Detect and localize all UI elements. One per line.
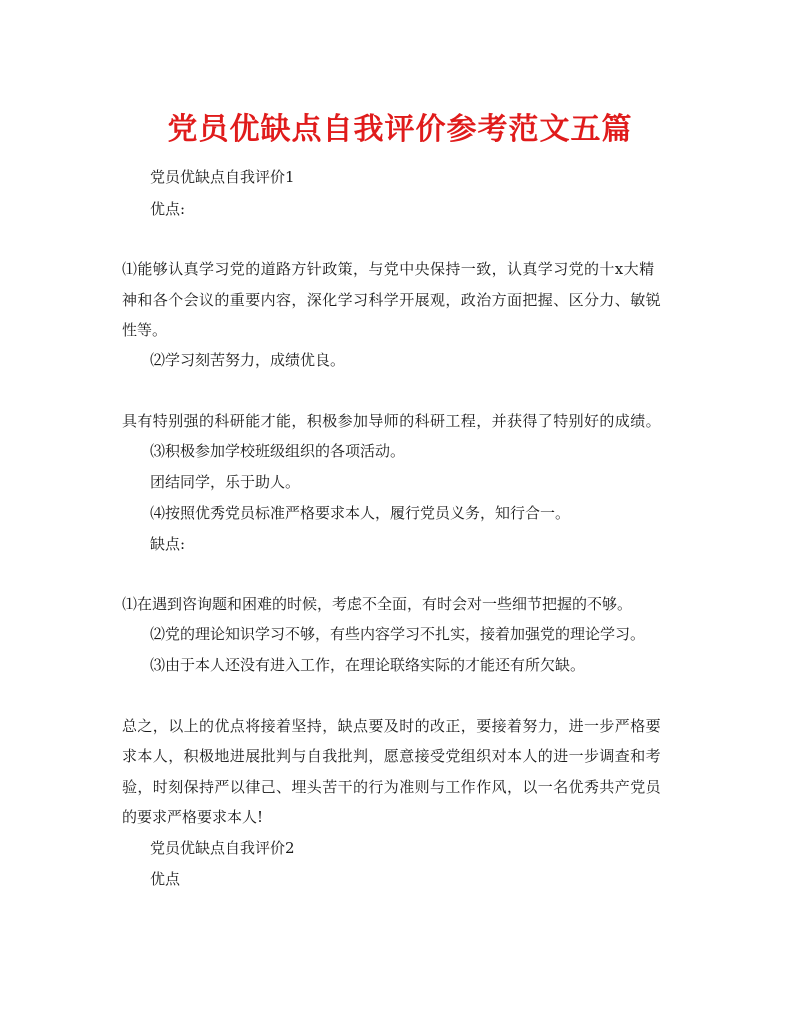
paragraph-line: 求本人，积极地进展批判与自我批判，愿意接受党组织对本人的进一步调查和考 xyxy=(122,747,662,765)
paragraph-line: ⑶由于本人还没有进入工作，在理论联络实际的才能还有所欠缺。 xyxy=(150,656,586,674)
paragraph-line: 神和各个会议的重要内容，深化学习科学开展观，政治方面把握、区分力、敏锐 xyxy=(122,291,662,309)
paragraph-line: 总之，以上的优点将接着坚持，缺点要及时的改正，要接着努力，进一步严格要 xyxy=(122,717,662,735)
document-title: 党员优缺点自我评价参考范文五篇 xyxy=(167,112,633,147)
paragraph-line: ⑵党的理论知识学习不够，有些内容学习不扎实，接着加强党的理论学习。 xyxy=(150,625,646,643)
section-heading: 党员优缺点自我评价1 xyxy=(150,168,295,186)
paragraph-line: ⑴在遇到咨询题和困难的时候，考虑不全面，有时会对一些细节把握的不够。 xyxy=(122,595,633,613)
paragraph-line: 具有特别强的科研能才能，积极参加导师的科研工程，并获得了特别好的成绩。 xyxy=(122,412,662,430)
subheading-weaknesses: 缺点: xyxy=(150,535,186,553)
subheading-strengths: 优点 xyxy=(150,870,181,888)
paragraph-line: 团结同学，乐于助人。 xyxy=(150,473,301,491)
paragraph-line: 性等。 xyxy=(122,321,168,339)
section-heading: 党员优缺点自我评价2 xyxy=(150,839,295,857)
paragraph-line: 验，时刻保持严以律己、埋头苦干的行为准则与工作作风，以一名优秀共产党员 xyxy=(122,778,662,796)
paragraph-line: ⑶积极参加学校班级组织的各项活动。 xyxy=(150,442,406,460)
paragraph-line: ⑷按照优秀党员标准严格要求本人，履行党员义务，知行合一。 xyxy=(150,504,571,522)
paragraph-line: 的要求严格要求本人! xyxy=(122,808,264,826)
paragraph-line: ⑵学习刻苦努力，成绩优良。 xyxy=(150,351,346,369)
paragraph-line: ⑴能够认真学习党的道路方针政策，与党中央保持一致，认真学习党的十x大精 xyxy=(122,260,655,278)
subheading-strengths: 优点: xyxy=(150,200,186,218)
